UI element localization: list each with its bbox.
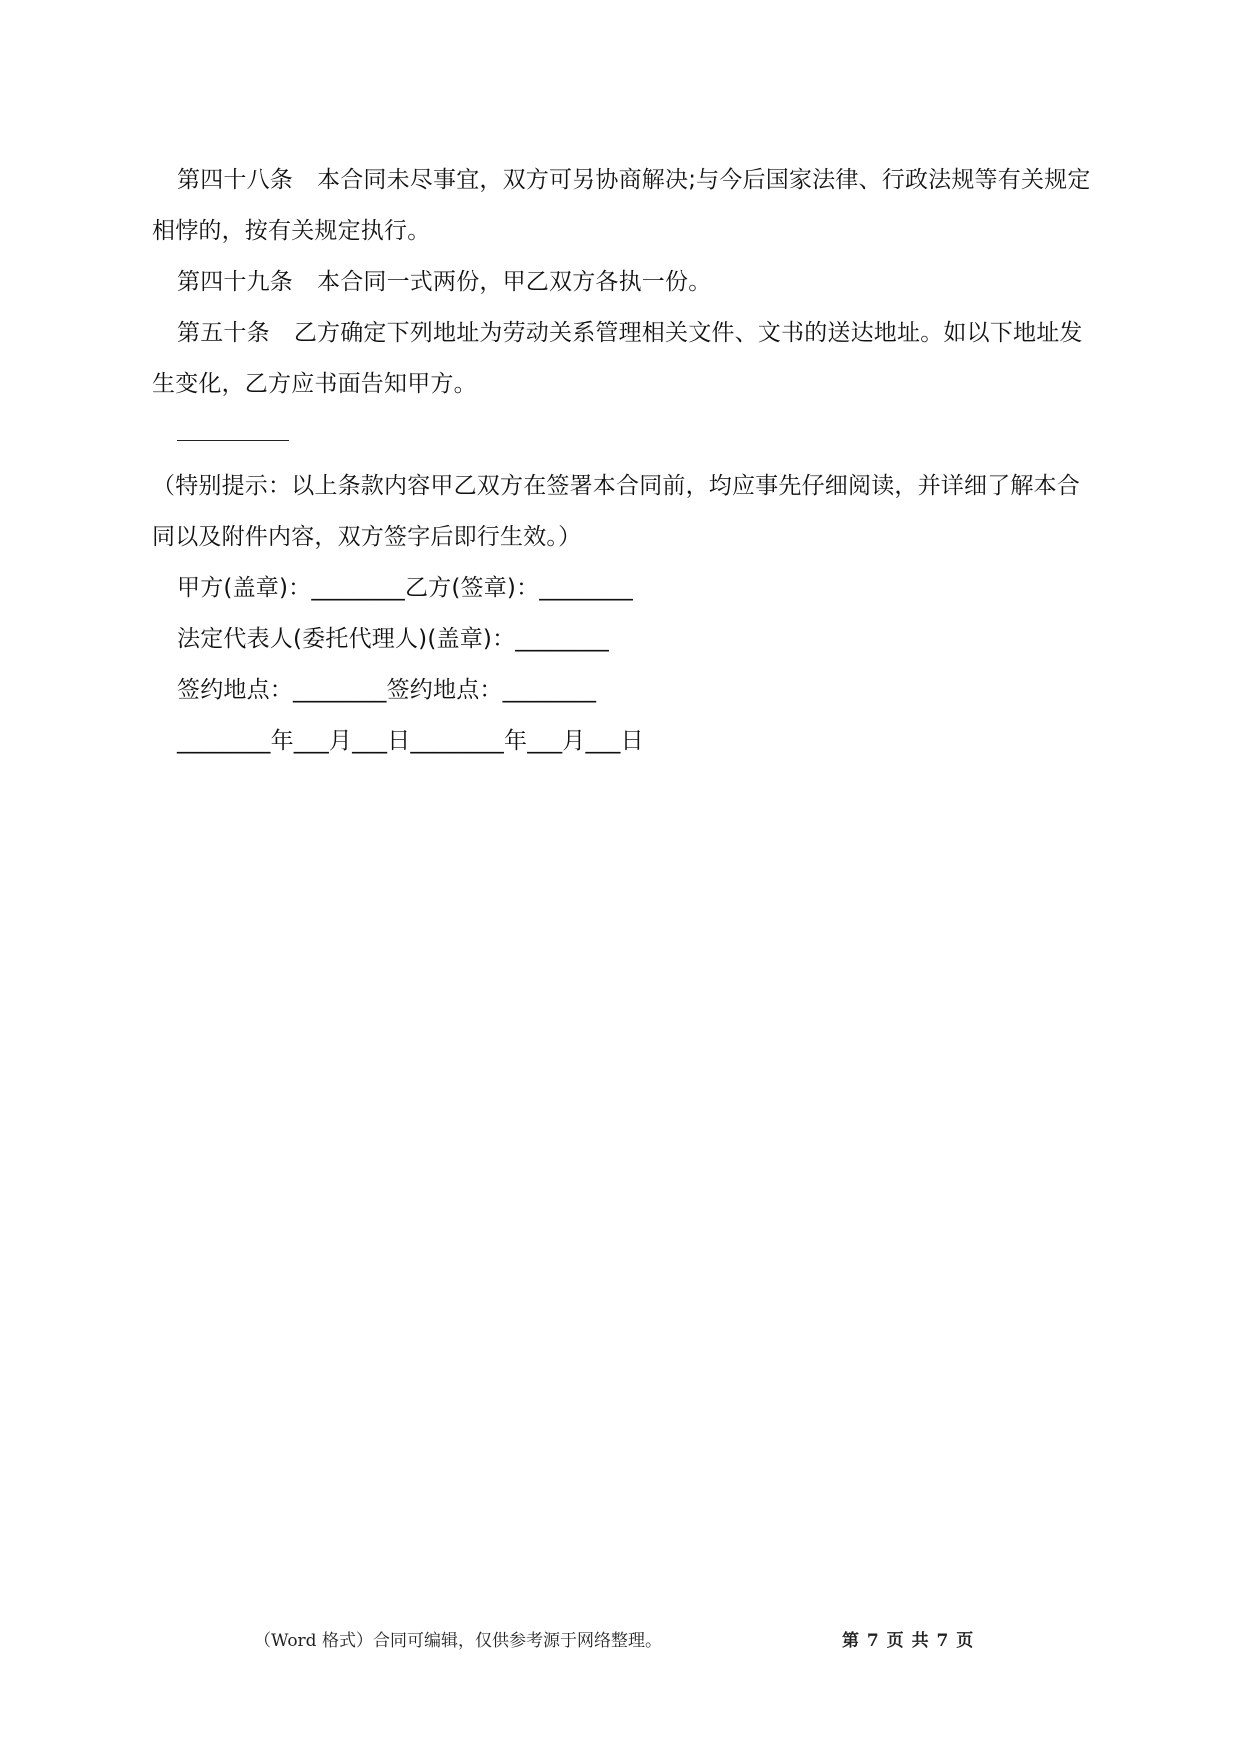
signature-place-line: 签约地点：________签约地点：________: [177, 677, 597, 703]
special-notice: （特别提示：以上条款内容甲乙双方在签署本合同前，均应事先仔细阅读，并详细了解本合同以及附件内容，双方签字后即行生效。）: [152, 473, 1080, 550]
article-50: [152, 308, 1092, 410]
page-number: 第 7 页 共 7 页: [842, 1631, 975, 1651]
article-48-number: 第四十八条: [177, 167, 293, 193]
article-50-text: 乙方确定下列地址为劳动关系管理相关文件、文书的送达地址。如以下地址发生变化，乙方应书面告知甲方。: [152, 320, 1083, 397]
signature-date-line: ________年___月___日________年___月___日: [177, 728, 644, 754]
article-50-number: 第五十条: [177, 320, 270, 346]
address-underline: [177, 440, 289, 441]
article-49: [152, 257, 1092, 308]
article-49-text: 本合同一式两份，甲乙双方各执一份。: [317, 269, 712, 295]
signature-representative-line: 法定代表人(委托代理人)(盖章)：________: [177, 626, 609, 652]
article-48-text: 本合同未尽事宜，双方可另协商解决;与今后国家法律、行政法规等有关规定相悖的，按有关规定执行。: [152, 167, 1091, 244]
signature-party-line: 甲方(盖章)：________乙方(签章)：________: [177, 575, 633, 601]
footer-note: （Word 格式）合同可编辑，仅供参考源于网络整理。: [254, 1631, 662, 1651]
article-49-number: 第四十九条: [177, 269, 293, 295]
address-blank-line: [177, 410, 1092, 461]
article-48: [152, 155, 1092, 257]
contract-body: [152, 155, 1092, 767]
